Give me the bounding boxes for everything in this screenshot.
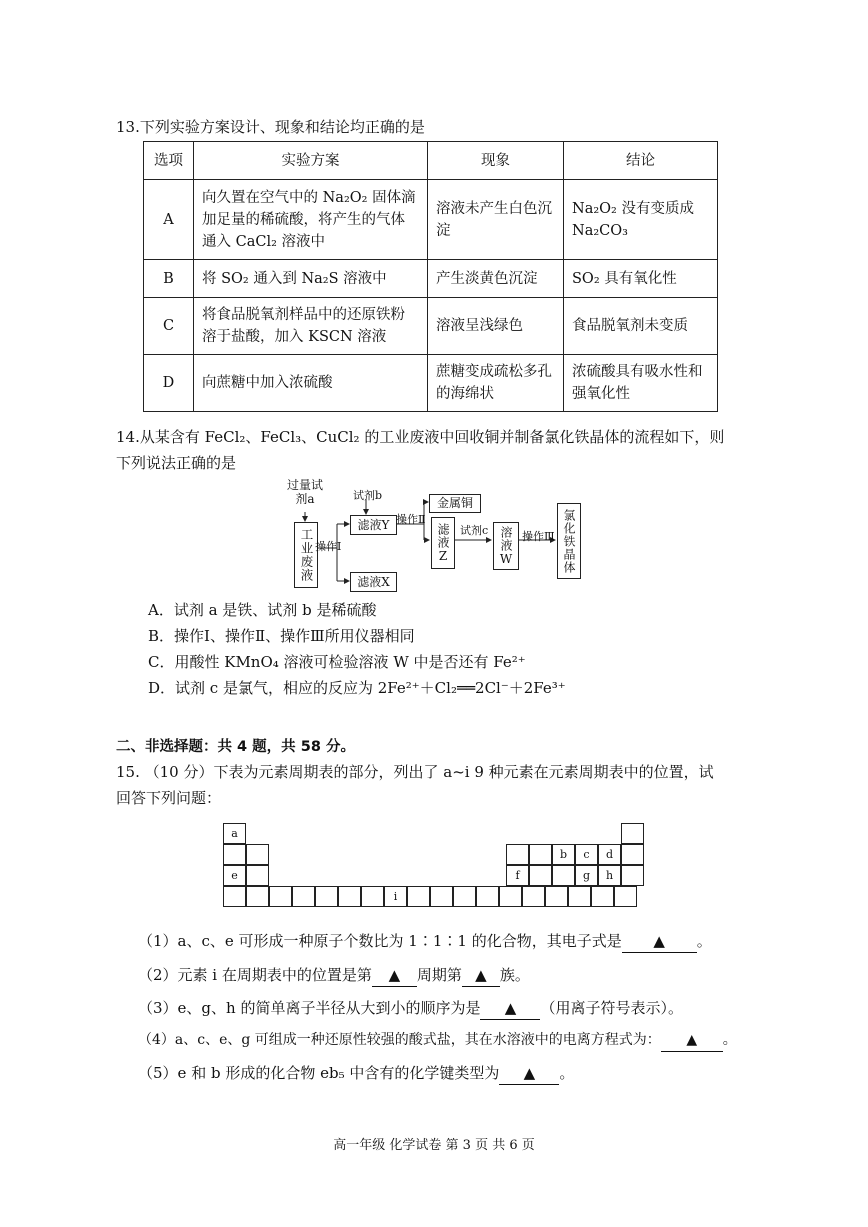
table-cell xyxy=(338,886,361,907)
q15-sub5 xyxy=(138,1062,574,1085)
header-plan: 实验方案 xyxy=(194,142,428,180)
answer-blank-3[interactable]: ▲ xyxy=(480,997,540,1020)
row-conclusion: Na₂O₂ 没有变质成 Na₂CO₃ xyxy=(564,180,718,260)
answer-blank-1[interactable]: ▲ xyxy=(622,930,697,953)
row-conclusion: 浓硫酸具有吸水性和强氧化性 xyxy=(564,355,718,412)
q15-sub3-end: （用离子符号表示）。 xyxy=(540,999,683,1017)
element-c-cell: c xyxy=(575,844,598,865)
table-cell xyxy=(614,886,637,907)
table-cell xyxy=(315,886,338,907)
answer-blank-2b[interactable]: ▲ xyxy=(462,964,500,987)
element-f-cell: f xyxy=(506,865,529,886)
solution-w-box: 溶液W xyxy=(493,522,519,570)
row-phenomenon: 溶液呈浅绿色 xyxy=(428,298,564,355)
q14-option-a: A．试剂 a 是铁、试剂 b 是稀硫酸 xyxy=(148,601,377,619)
reagent-a-label: 过量试剂a xyxy=(286,478,323,506)
reagent-b-label: 试剂b xyxy=(353,489,383,502)
table-cell xyxy=(476,886,499,907)
table-cell xyxy=(246,865,269,886)
element-a-cell: a xyxy=(223,823,246,844)
table-cell xyxy=(529,865,552,886)
table-cell xyxy=(529,844,552,865)
table-cell xyxy=(621,823,644,844)
header-conclusion: 结论 xyxy=(564,142,718,180)
table-header-row xyxy=(144,142,718,180)
q13-stem: 13.下列实验方案设计、现象和结论均正确的是 xyxy=(116,118,425,136)
table-cell xyxy=(269,886,292,907)
table-cell xyxy=(621,844,644,865)
table-cell xyxy=(545,886,568,907)
header-phenomenon: 现象 xyxy=(428,142,564,180)
q13-table xyxy=(143,141,718,412)
table-cell xyxy=(506,844,529,865)
q15-sub2 xyxy=(138,964,530,987)
periodic-table xyxy=(223,821,644,914)
q15-sub3-text: （3）e、g、h 的简单离子半径从大到小的顺序为是 xyxy=(138,999,481,1017)
q15-sub1-end: 。 xyxy=(696,932,712,950)
element-e-cell: e xyxy=(223,865,246,886)
q15-sub2-mid: 周期第 xyxy=(416,966,462,984)
table-cell xyxy=(568,886,591,907)
table-row xyxy=(144,260,718,298)
table-cell xyxy=(361,886,384,907)
op1-label: 操作Ⅰ xyxy=(315,540,342,553)
ferric-chloride-crystal-box: 氯化铁晶体 xyxy=(557,503,581,579)
copper-box: 金属铜 xyxy=(429,494,481,513)
element-g-cell: g xyxy=(575,865,598,886)
q15-sub3 xyxy=(138,997,683,1020)
table-cell xyxy=(552,865,575,886)
q15-sub2-end: 族。 xyxy=(499,966,530,984)
table-cell xyxy=(223,886,246,907)
row-option: B xyxy=(144,260,194,298)
row-plan: 将 SO₂ 通入到 Na₂S 溶液中 xyxy=(194,260,428,298)
row-phenomenon: 蔗糖变成疏松多孔的海绵状 xyxy=(428,355,564,412)
table-cell xyxy=(407,886,430,907)
row-conclusion: SO₂ 具有氧化性 xyxy=(564,260,718,298)
q15-stem-line2: 回答下列问题： xyxy=(116,789,222,807)
element-h-cell: h xyxy=(598,865,621,886)
header-option: 选项 xyxy=(144,142,194,180)
table-cell xyxy=(591,886,614,907)
table-cell xyxy=(499,886,522,907)
answer-blank-5[interactable]: ▲ xyxy=(499,1062,559,1085)
filtrate-y-box: 滤液Y xyxy=(350,515,397,535)
element-i-cell: i xyxy=(384,886,407,907)
waste-liquid-box: 工业废液 xyxy=(294,522,318,588)
table-row xyxy=(144,355,718,412)
page-footer: 高一年级 化学试卷 第 3 页 共 6 页 xyxy=(333,1138,535,1153)
op2-label: 操作Ⅱ xyxy=(396,513,426,526)
table-row xyxy=(144,180,718,260)
filtrate-x-box: 滤液X xyxy=(350,572,397,592)
q14-option-d: D．试剂 c 是氯气，相应的反应为 2Fe²⁺＋Cl₂══2Cl⁻＋2Fe³⁺ xyxy=(148,679,566,697)
q15-sub5-text: （5）e 和 b 形成的化合物 eb₅ 中含有的化学键类型为 xyxy=(138,1064,500,1082)
q14-stem-line1: 14.从某含有 FeCl₂、FeCl₃、CuCl₂ 的工业废液中回收铜并制备氯化铁晶体的流程如下，则 xyxy=(116,428,725,446)
q15-sub1 xyxy=(138,930,712,953)
table-cell xyxy=(246,886,269,907)
table-cell xyxy=(430,886,453,907)
q15-sub4-text: （4）a、c、e、g 可组成一种还原性较强的酸式盐，其在水溶液中的电离方程式为： xyxy=(138,1032,661,1048)
q15-sub4-end: 。 xyxy=(722,1032,737,1048)
element-d-cell: d xyxy=(598,844,621,865)
table-row xyxy=(144,298,718,355)
table-cell xyxy=(453,886,476,907)
table-cell xyxy=(621,865,644,886)
reagent-c-label: 试剂c xyxy=(460,524,489,537)
filtrate-z-box: 滤液Z xyxy=(431,517,455,569)
row-plan: 向蔗糖中加入浓硫酸 xyxy=(194,355,428,412)
table-cell xyxy=(246,844,269,865)
row-option: C xyxy=(144,298,194,355)
q15-sub4 xyxy=(138,1029,737,1052)
q15-stem-line1: 15. （10 分）下表为元素周期表的部分，列出了 a~i 9 种元素在元素周期表中的位置，试 xyxy=(116,763,714,781)
answer-blank-2a[interactable]: ▲ xyxy=(372,964,417,987)
q14-stem-line2: 下列说法正确的是 xyxy=(116,454,237,472)
row-phenomenon: 溶液未产生白色沉淀 xyxy=(428,180,564,260)
q15-sub2-text: （2）元素 i 在周期表中的位置是第 xyxy=(138,966,372,984)
flow-diagram xyxy=(285,478,585,593)
q15-sub5-end: 。 xyxy=(559,1064,575,1082)
table-cell xyxy=(223,844,246,865)
section-heading: 二、非选择题：共 4 题，共 58 分。 xyxy=(116,739,355,755)
row-option: A xyxy=(144,180,194,260)
op3-label: 操作Ⅲ xyxy=(522,530,555,543)
q14-option-b: B．操作Ⅰ、操作Ⅱ、操作Ⅲ所用仪器相同 xyxy=(148,627,415,645)
table-cell xyxy=(292,886,315,907)
row-plan: 向久置在空气中的 Na₂O₂ 固体滴加足量的稀硫酸，将产生的气体通入 CaCl₂ 溶液中 xyxy=(194,180,428,260)
row-option: D xyxy=(144,355,194,412)
element-b-cell: b xyxy=(552,844,575,865)
row-plan: 将食品脱氧剂样品中的还原铁粉溶于盐酸，加入 KSCN 溶液 xyxy=(194,298,428,355)
answer-blank-4[interactable]: ▲ xyxy=(661,1029,723,1052)
row-phenomenon: 产生淡黄色沉淀 xyxy=(428,260,564,298)
q15-sub1-text: （1）a、c、e 可形成一种原子个数比为 1∶1∶1 的化合物，其电子式是 xyxy=(138,932,622,950)
row-conclusion: 食品脱氧剂未变质 xyxy=(564,298,718,355)
q14-option-c: C．用酸性 KMnO₄ 溶液可检验溶液 W 中是否还有 Fe²⁺ xyxy=(148,653,526,671)
table-cell xyxy=(522,886,545,907)
